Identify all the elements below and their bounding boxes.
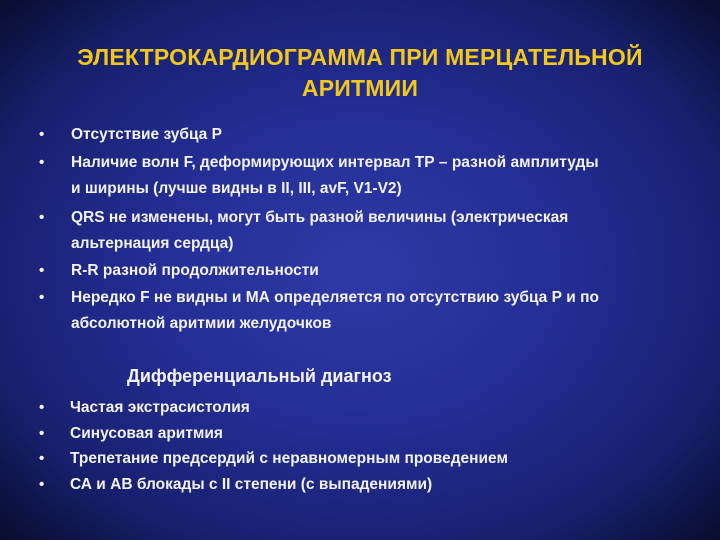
feature-item-5-line-2: абсолютной аритмии желудочков — [71, 315, 332, 332]
bullet-icon: • — [39, 476, 45, 493]
differential-item-4: СА и АВ блокады с II степени (с выпадениями) — [70, 476, 433, 493]
differential-item-2: Синусовая аритмия — [70, 425, 223, 442]
bullet-icon: • — [39, 399, 45, 416]
bullet-icon: • — [39, 126, 45, 143]
bullet-icon: • — [39, 425, 45, 442]
differential-item-1: Частая экстрасистолия — [70, 399, 250, 416]
bullet-icon: • — [39, 289, 45, 306]
differential-diagnosis-heading: Дифференциальный диагноз — [127, 366, 392, 386]
feature-item-3-line-1: QRS не изменены, могут быть разной величины (электрическая — [71, 209, 569, 226]
slide-title-line-1: ЭЛЕКТРОКАРДИОГРАММА ПРИ МЕРЦАТЕЛЬНОЙ — [77, 44, 643, 70]
feature-item-1-line-1: Отсутствие зубца Р — [71, 126, 222, 143]
bullet-icon: • — [39, 209, 45, 226]
slide-title-line-2: АРИТМИИ — [301, 75, 419, 101]
bullet-icon: • — [39, 450, 45, 467]
slide-title — [20, 42, 700, 104]
feature-item-2-line-2: и ширины (лучше видны в II, III, avF, V1-V2) — [71, 180, 402, 197]
bullet-icon: • — [39, 262, 45, 279]
feature-item-5-line-1: Нередко F не видны и МА определяется по отсутствию зубца Р и по — [71, 289, 599, 306]
feature-item-2-line-1: Наличие волн F, деформирующих интервал ТР – разной амплитуды — [71, 154, 599, 171]
differential-item-3: Трепетание предсердий с неравномерным проведением — [70, 450, 508, 467]
feature-item-4-line-1: R-R разной продолжительности — [71, 262, 319, 279]
feature-item-3-line-2: альтернация сердца) — [71, 235, 234, 252]
bullet-icon: • — [39, 154, 45, 171]
